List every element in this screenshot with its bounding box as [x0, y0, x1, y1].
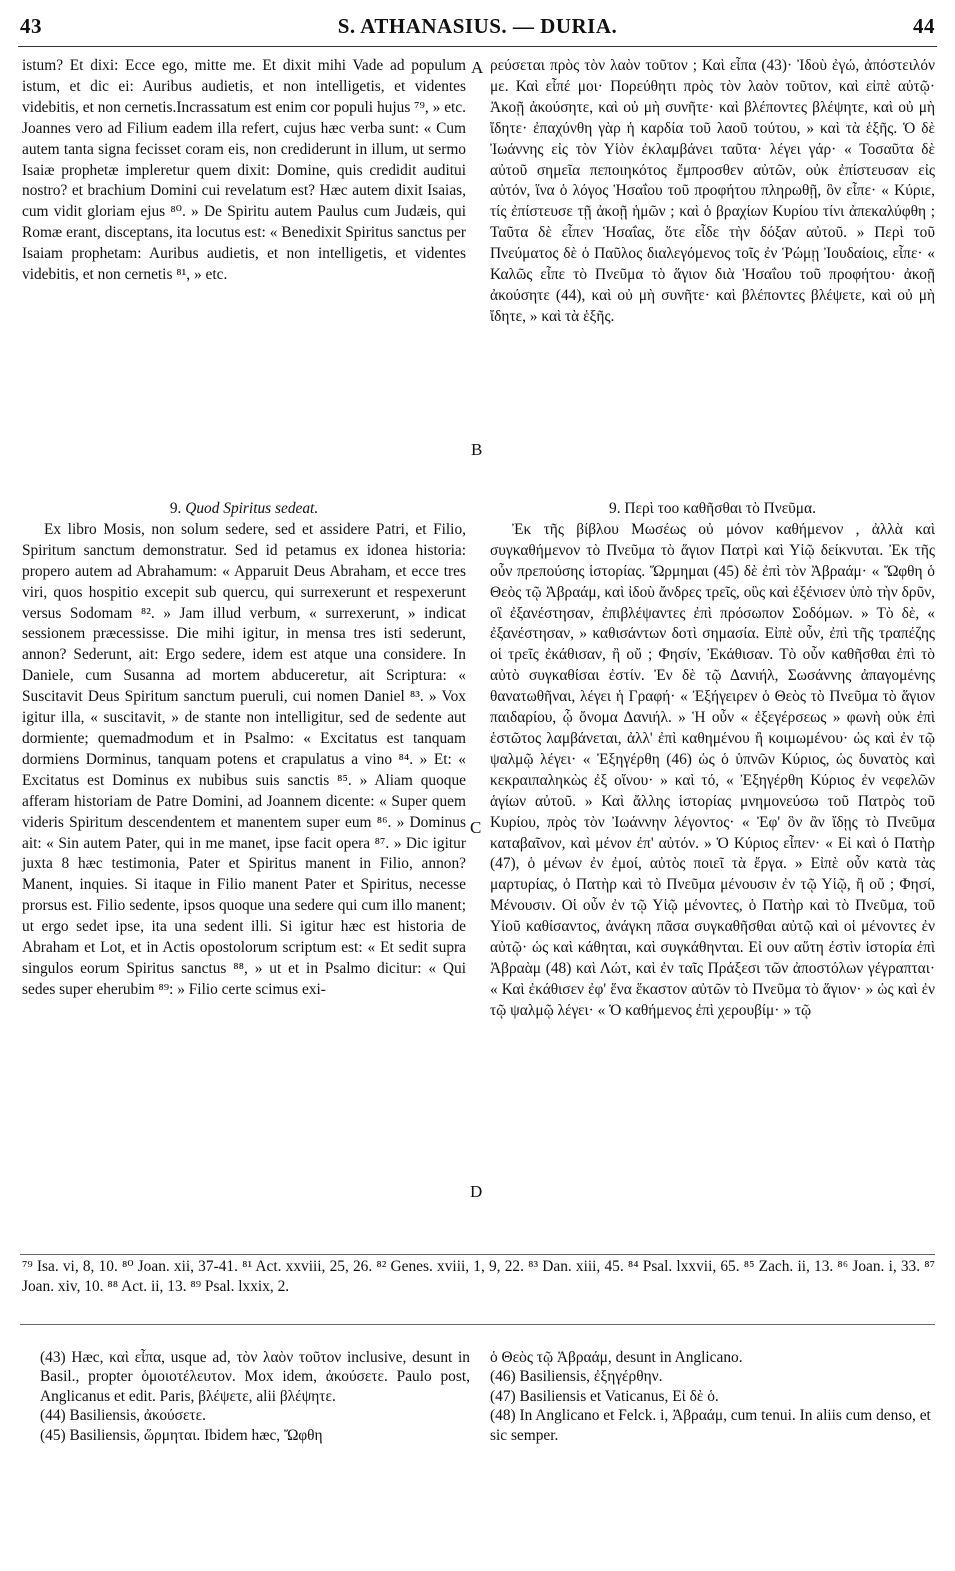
- latin-intro-paragraph: istum? Et dixi: Ecce ego, mitte me. Et dixit mihi Vade ad populum istum, et dic ei: Auribus audietis, et non intelligetis, et videntes videbitis, et non cernetis.Incrassatum est enim cor populi hujus ⁷⁹, » etc. Joannes vero ad Filium eadem illa refert, cujus hæc verba sunt: « Cum autem tanta signa fecisset coram eis, non crediderunt in illum, ut sermo Isaiæ prophetæ impleretur quem dixit: Domine, quis credidit auditui nostro? et brachium Domini cui revelatum est? Hæc autem dixit Isaias, cum vidit gloriam ejus ⁸⁰. » De Spiritu autem Paulus cum Judæis, qui Romæ erant, disceptans, ita locutus est: « Benedixit Spiritus sanctus per Isaiam prophetam: Auribus audietis, et non intelligetis, et videntes videbitis, et non cernetis ⁸¹, » etc.: [22, 57, 466, 284]
- header-rule: [18, 46, 937, 47]
- critical-note: (44) Basiliensis, ἀκούσετε.: [40, 1407, 206, 1425]
- footnote-rule: [20, 1254, 935, 1255]
- greek-body-paragraph: Ἐκ τῆς βίβλου Μωσέως οὐ μόνον καθήμενον , ἀλλὰ καὶ συγκαθήμενον τὸ Πνεῦμα τὸ ἅγιον Πατρὶ καὶ Υἱῷ δείκνυται. Ἐκ τῆς οὖν πρεπούσης ἱστορίας. Ὥρμημαι (45) δὲ ἐπὶ τὸν Ἀβραάμ· « Ὤφθη ὁ Θεὸς τῷ Ἀβραάμ, καὶ ἰδοὺ ἄνδρες τρεῖς, οὓς καὶ ἐξένισεν ὑπὸ τὴν δρῦν, οἳ ἐξανέστησαν, ἐπιβλέψαντες ἐπὶ πρόσωπον Σοδόμων. » Τὸ δὲ, « ἐξανέστησαν, » καθισάντων δοτὶ σημασία. Εἰπὲ οὖν, ἐπὶ τῆς τραπέζης οἱ τρεῖς ἐκάθισαν, ἢ οὔ ; Φησίν, Ἐκάθισαν. Τὸ οὖν καθῆσθαι ἐπὶ τὸ αὐτὸ συγκαθίσαι ἐστίν. Ἐν δὲ τῷ Δανιήλ, Σωσάννης ἀπαγομένης θανατωθῆναι, λέγει ἡ Γραφή· « Ἐξήγειρεν ὁ Θεὸς τὸ Πνεῦμα τὸ ἅγιον παιδαρίου, ᾧ ὄνομα Δανιήλ. » Ἡ οὖν « ἐξεγέρσεως » φωνὴ οὐκ ἐπὶ ἑστῶτος λαμβάνεται, ἀλλ' ἐπὶ καθημένου ἢ κοιμωμένου· ὡς καὶ ἐν τῷ ψαλμῷ λέγει· « Ἐξηγέρθη (46) ὡς ὁ ὑπνῶν Κύριος, ὡς δυνατὸς καὶ κεκραιπαληκὼς ἐξ οἴνου· » καὶ τό, « Ἐξηγέρθη Κύριος ἐν νεφελῶν ἁγίων αὐτοῦ. » Καὶ ἄλλης ἱστορίας μνημονεύσω τοῦ Πατρὸς τοῦ Κυρίου, πρὸς τὸν Ἰωάννην λέγοντος· « Ἐφ' ὃν ἂν ἴδῃς τὸ Πνεῦμα καταβαῖνον, καὶ μένον ἐπ' αὐτόν. » Ὁ Κύριος εἶπεν· « Εἰ καὶ ὁ Πατὴρ (47), ὁ μένων ἐν ἐμοί, αὐτὸς ποιεῖ τὰ ἔργα. » Εἰπὲ οὖν κατὰ τὰς μαρτυρίας, ὁ Πατὴρ καὶ τὸ Πνεῦμα μένουσιν ἐν τῷ Υἱῷ, ἢ οὔ ; Φησί, Μένουσιν. Οἱ οὖν ἐν τῷ Υἱῷ μένοντες, ὁ Πατὴρ καὶ τὸ Πνεῦμα, τοῦ Υἱοῦ καθίσαντος, ἀνάγκη πᾶσα συγκαθῆσθαι αὐτῷ καὶ οἱ μένοντες ἐν αὐτῷ· ὡς καὶ κάθηται, καὶ συγκάθηνται. Εἰ ουν αὕτη ἐστὶν ἱστορία ἐπὶ Ἀβραὰμ (48) καὶ Λώτ, καὶ ἐν ταῖς Πράξεσι τῶν ἀποστόλων γέγραπται· « Καὶ ἐκάθισεν ἐφ' ἕνα ἕκαστον αὐτῶν τὸ Πνεῦμα τὸ ἅγιον· » ὡς καὶ ἐν τῷ ψαλμῷ λέγει· « Ὁ καθήμενος ἐπὶ χερουβίμ· » τῷ: [490, 520, 935, 1019]
- latin-body-paragraph: Ex libro Mosis, non solum sedere, sed et assidere Patri, et Filio, Spiritum sanctum demonstratur. Sed id petamus ex idonea historia: propero autem ad Abrahamum: « Apparuit Deus Abraham, et ecce tres viri, quos hospitio excepit sub quercu, qui surrexerunt et respexerunt versus Sodomam ⁸². » Jam illud verbum, « surrexerunt, » indicat sessionem præcessisse. Die mihi igitur, in mensa tres isti sederunt, annon? Sederunt, ait: Ergo sedere, idem est atque una considere. In Daniele, cum Susanna ad mortem abduceretur, ait Scriptura: « Suscitavit Deus Spiritum sanctum pueruli, cui nomen Daniel ⁸³. » Vox igitur illa, « suscitavit, » de stante non intelligitur, sed de sedente aut dormiente; quemadmodum et in Psalmo: « Excitatus est tanquam dormiens Dorminus, tanquam potens et crapulatus a vino ⁸⁴. » Et: « Excitatus est Dominus ex nubibus suis sanctis ⁸⁵. » Aliam quoque afferam historiam de Patre Domini, ad Joannem dicente: « Super quem videris Spiritum descendentem et manentem super eum ⁸⁶. » Dominus ait: « Sin autem Pater, qui in me manet, ipse facit opera ⁸⁷. » Dic igitur juxta 8 hæc testimonia, Pater et Spiritus manent in Filio, annon? Manent, inquies. Si itaque in Filio manent Pater et Spiritus, necesse prorsus est. Filio sedente, ipsos quoque una sedere qui cum illo manent; ut ergo sedet ipse, ita una sedent illi. Si igitur hæc est historia de Abraham et Lot, et in Actis opostolorum scriptum est: « Et sedit supra singulos eorum Spiritus sanctus ⁸⁸, » ut et in Psalmo dicitur: « Qui sedes super eherubim ⁸⁹: » Filio certe scimus exi-: [22, 520, 466, 998]
- critical-note: (48) In Anglicano et Felck. i, Ἀβραάμ, cum tenui. In aliis cum denso, et sic semper.: [490, 1407, 931, 1444]
- latin-section-heading: [22, 499, 466, 520]
- critical-note: (47) Basiliensis et Vaticanus, Εἰ δὲ ὁ.: [490, 1387, 719, 1405]
- margin-marker-b: B: [471, 440, 483, 459]
- latin-section-column: [22, 499, 466, 1001]
- critical-notes-right: [490, 1348, 935, 1445]
- greek-section-heading: 9. Περὶ τοο καθῆσθαι τὸ Πνεῦμα.: [609, 500, 816, 517]
- latin-intro-column: [22, 56, 466, 286]
- running-title: S. ATHANASIUS. — DURIA.: [337, 14, 618, 38]
- critical-note: ὁ Θεὸς τῷ Ἀβραάμ, desunt in Anglicano.: [490, 1349, 743, 1366]
- greek-intro-column: [490, 56, 935, 328]
- greek-intro-paragraph: ρεύσεται πρὸς τὸν λαὸν τοῦτον ; Καὶ εἶπα (43)· Ἰδοὺ ἐγώ, ἀπόστειλόν με. Καὶ εἶπέ μοι· Πορεύθητι πρὸς τὸν λαὸν τοῦτον, καὶ εἰπὲ αὐτῷ· Ἀκοῇ ἀκούσητε, καὶ οὐ μὴ συνῆτε· καὶ βλέποντες βλέψητε, καὶ οὐ μὴ ἴδητε· ἐπαχύνθη γὰρ ἡ καρδία τοῦ λαοῦ τούτου, » καὶ τὰ ἑξῆς. Ὁ δὲ Ἰωάννης εἰς τὸν Υἱὸν ἐκλαμβάνει ταῦτα· λέγει γάρ· « Τοσαῦτα δὲ αὐτοῦ σημεῖα πεποιηκότος ἔμπροσθεν αὐτῶν, οὐκ ἐπίστευσαν εἰς αὐτόν, ἵνα ὁ λόγος Ἡσαΐου τοῦ προφήτου πληρωθῇ, ὃν εἶπε· « Κύριε, τίς ἐπίστευσε τῇ ἀκοῇ ἡμῶν ; καὶ ὁ βραχίων Κυρίου τίνι ἀπεκαλύφθη ; Ταῦτα δὲ εἶπεν Ἡσαΐας, ὅτε εἶδε τὴν δόξαν αὐτοῦ. » Περὶ τοῦ Πνεύματος δὲ ὁ Παῦλος διαλεγόμενος τοῖς ἐν Ῥώμῃ Ἰουδαίοις, εἶπε· « Καλῶς εἶπε τὸ Πνεῦμα τὸ ἅγιον διὰ Ἡσαΐου τοῦ προφήτου· ἀκοῇ ἀκούσητε (44), καὶ οὐ μὴ συνῆτε· καὶ βλέποντες βλέψετε, καὶ οὐ μὴ ἴδητε, » καὶ τὰ ἑξῆς.: [490, 57, 935, 325]
- notes-rule: [20, 1324, 935, 1325]
- critical-note: (43) Hæc, καὶ εἶπα, usque ad, τὸν λαὸν τοῦτον inclusive, desunt in Basil., propter ὁμοιοτέλευτον. Mox idem, ἀκούσετε. Paulo post, Anglicanus et edit. Paris, βλέψετε, alii βλέψητε.: [40, 1349, 470, 1405]
- margin-marker-d: D: [470, 1182, 483, 1201]
- margin-marker-a: A: [471, 58, 484, 77]
- critical-note: (45) Basiliensis, ὥρμηται. Ibidem hæc, Ὤφθη: [40, 1426, 323, 1444]
- page-number-left: 43: [20, 14, 42, 38]
- latin-section-number: 9.: [169, 500, 182, 517]
- latin-section-title: Quod Spiritus sedeat.: [185, 500, 319, 517]
- greek-section-column: [490, 499, 935, 1022]
- critical-note: (46) Basiliensis, ἐξηγέρθην.: [490, 1368, 663, 1386]
- page-number-right: 44: [913, 14, 935, 38]
- margin-marker-c: C: [470, 818, 482, 837]
- scripture-footnotes: ⁷⁹ Isa. vi, 8, 10. ⁸⁰ Joan. xii, 37-41. ⁸¹ Act. xxviii, 25, 26. ⁸² Genes. xviii, 1, 9, 22. ⁸³ Dan. xiii, 45. ⁸⁴ Psal. lxxvii, 65. ⁸⁵ Zach. ii, 13. ⁸⁶ Joan. i, 33. ⁸⁷ Joan. xiv, 10. ⁸⁸ Act. ii, 13. ⁸⁹ Psal. lxxix, 2.: [22, 1258, 935, 1295]
- critical-notes-left: [40, 1348, 470, 1445]
